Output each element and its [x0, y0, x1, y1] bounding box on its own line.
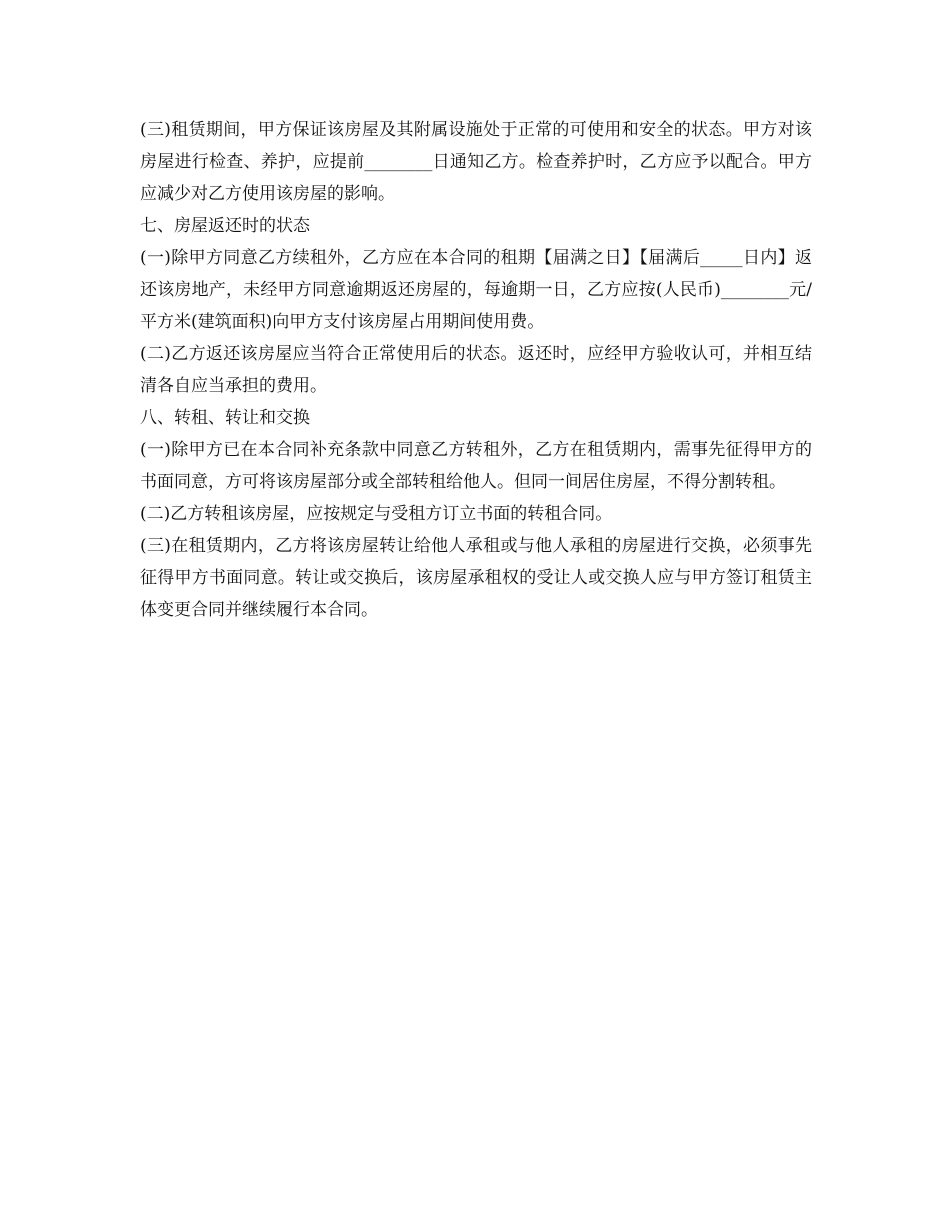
clause-7-2: (二)乙方返还该房屋应当符合正常使用后的状态。返还时，应经甲方验收认可，并相互结清各自应当承担的费用。 — [140, 344, 812, 396]
section-8-heading: 八、转租、转让和交换 — [140, 408, 310, 428]
document-page — [140, 114, 812, 626]
clause-8-3: (三)在租赁期内，乙方将该房屋转让给他人承租或与他人承租的房屋进行交换，必须事先征得甲方书面同意。转让或交换后，该房屋承租权的受让人或交换人应与甲方签订租赁主体变更合同并继续履行本合同。 — [140, 536, 812, 620]
clause-8-1: (一)除甲方已在本合同补充条款中同意乙方转租外，乙方在租赁期内，需事先征得甲方的书面同意，方可将该房屋部分或全部转租给他人。但同一间居住房屋，不得分割转租。 — [140, 440, 812, 492]
clause-8-2: (二)乙方转租该房屋，应按规定与受租方订立书面的转租合同。 — [140, 504, 613, 524]
clause-7-1: (一)除甲方同意乙方续租外，乙方应在本合同的租期【届满之日】【届满后_____日内】返还该房地产，未经甲方同意逾期返还房屋的，每逾期一日，乙方应按(人民币)________元/平方米(建筑面积)向甲方支付该房屋占用期间使用费。 — [140, 248, 812, 332]
clause-6-3: (三)租赁期间，甲方保证该房屋及其附属设施处于正常的可使用和安全的状态。甲方对该房屋进行检查、养护，应提前________日通知乙方。检查养护时，乙方应予以配合。甲方应减少对乙方使用该房屋的影响。 — [140, 120, 812, 204]
section-7-heading: 七、房屋返还时的状态 — [140, 216, 310, 236]
